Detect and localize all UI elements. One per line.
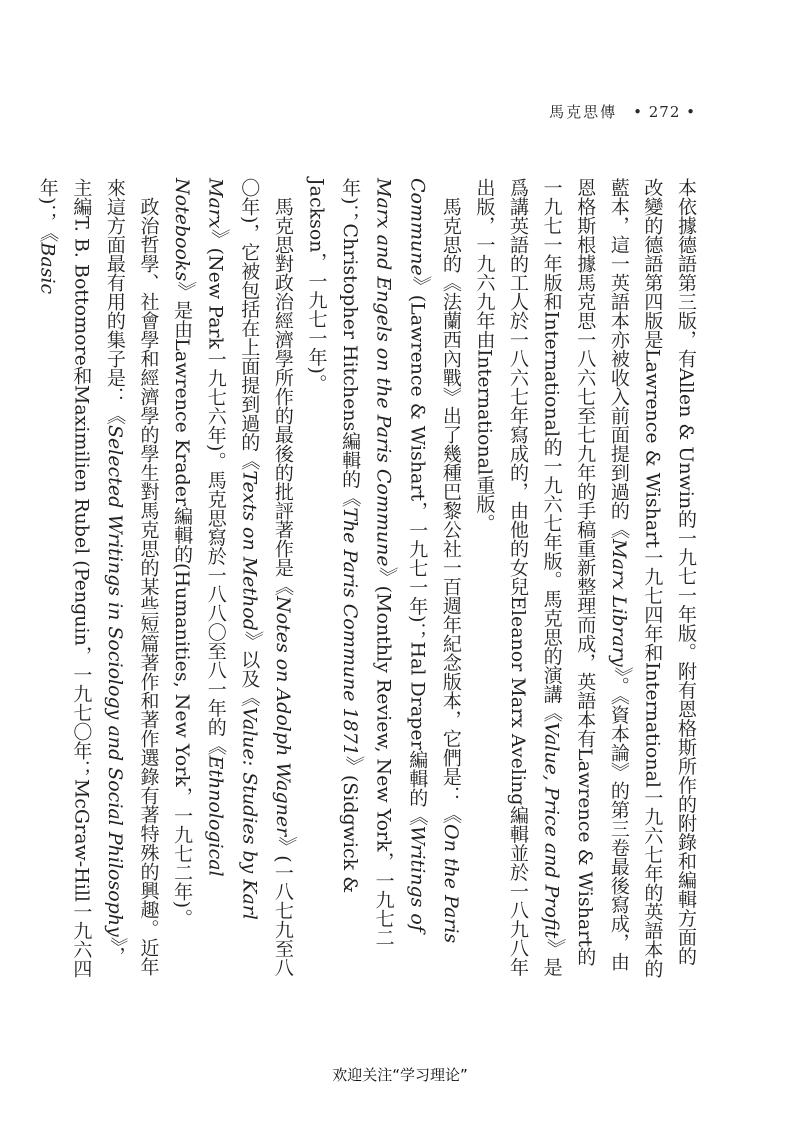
italic-title: 《Notes on Adolph Wagner》 [271, 577, 294, 856]
italic-title: 《Selected Writings in Sociology and Social Philosophy》 [103, 406, 126, 947]
italic-title: 《On the Paris Commune》 [406, 178, 462, 944]
italic-title: 《Value: Studies by Karl Marx》 [204, 178, 261, 920]
text-run: 以及 [238, 649, 261, 688]
italic-title: 《The Paris Commune 1871》 [339, 488, 362, 775]
text-run: 是由Lawrence Krader編輯的(Humanities, New York，一九七二年)。 [171, 300, 194, 928]
text-run: 馬克思的《法蘭西內戰》出了幾種巴黎公社一百週年紀念版本，它們是： [439, 197, 462, 805]
paragraph [165, 178, 299, 978]
italic-title: 《Writings of Marx and Engels on the Paris Commune》 [372, 178, 429, 932]
italic-title: 《Marx Library》 [607, 520, 630, 677]
text-run: (New Park一九七六年)。馬克思寫於一八八〇至八一年的 [204, 247, 227, 737]
text-run: 。《資本論》的第三卷最後寫成，由恩格斯根據馬克思一八六七至七九年的手稿重新整理而成，英語本有Lawrence & Wishart的一九七一年版和International的一九六七年版。馬克思的演講 [540, 178, 630, 971]
footer-note: 欢迎关注“学习理论” [332, 1066, 468, 1084]
text-run: (Lawrence & Wishart，一九七一年)；Hal Draper編輯的 [406, 294, 429, 807]
book-title: 馬克思傳 [549, 103, 618, 121]
text-run: ，主編T. B. Bottomore和Maximilien Rubel (Penguin，一九七〇年；McGraw-Hill一九六四年)； [36, 178, 126, 979]
text-run: 本依據德語第三版，有Allen & Unwin的一九七一年版。附有恩格斯所作的附錄和編輯方面的改變的德語第四版是Lawrence & Wishart一九七四年和International一九六七年的英語本的藍本，這一英語本亦被收入前面提到過的 [607, 178, 697, 979]
text-run: (Monthly Review, New York，一九七二年)；Christopher Hitchens編輯的 [339, 178, 395, 947]
text-run: 馬克思對政治經濟學所作的最後的批評著作是 [271, 197, 294, 577]
paragraph [299, 178, 467, 978]
text-run: (一八七九至八〇年)，它被包括在上面提到過的 [238, 178, 294, 977]
paragraph [467, 178, 702, 978]
italic-title: 《Texts on Method》 [238, 451, 261, 650]
page-body [36, 178, 702, 979]
running-head [549, 101, 696, 122]
text-run: 是爲講英語的工人於一八六七年寫成的，由他的女兒Eleanor Marx Aveling編輯並於一八九八年出版，一九六九年由International重版。 [473, 178, 563, 977]
paragraph [30, 178, 164, 978]
text-run: (Sidgwick & Jackson，一九七一年)。 [305, 178, 362, 894]
page-number: • 272 • [633, 103, 696, 121]
italic-title: 《Ethnological Notebooks》 [171, 178, 227, 877]
italic-title: 《Basic [36, 223, 59, 295]
text-run: 政治哲學、社會學和經濟學的學生對馬克思的某些短篇著作和著作選錄有著特殊的興趣。近年來這方面最有用的集子是： [103, 178, 160, 976]
italic-title: 《Value, Price and Profit》 [540, 703, 563, 958]
